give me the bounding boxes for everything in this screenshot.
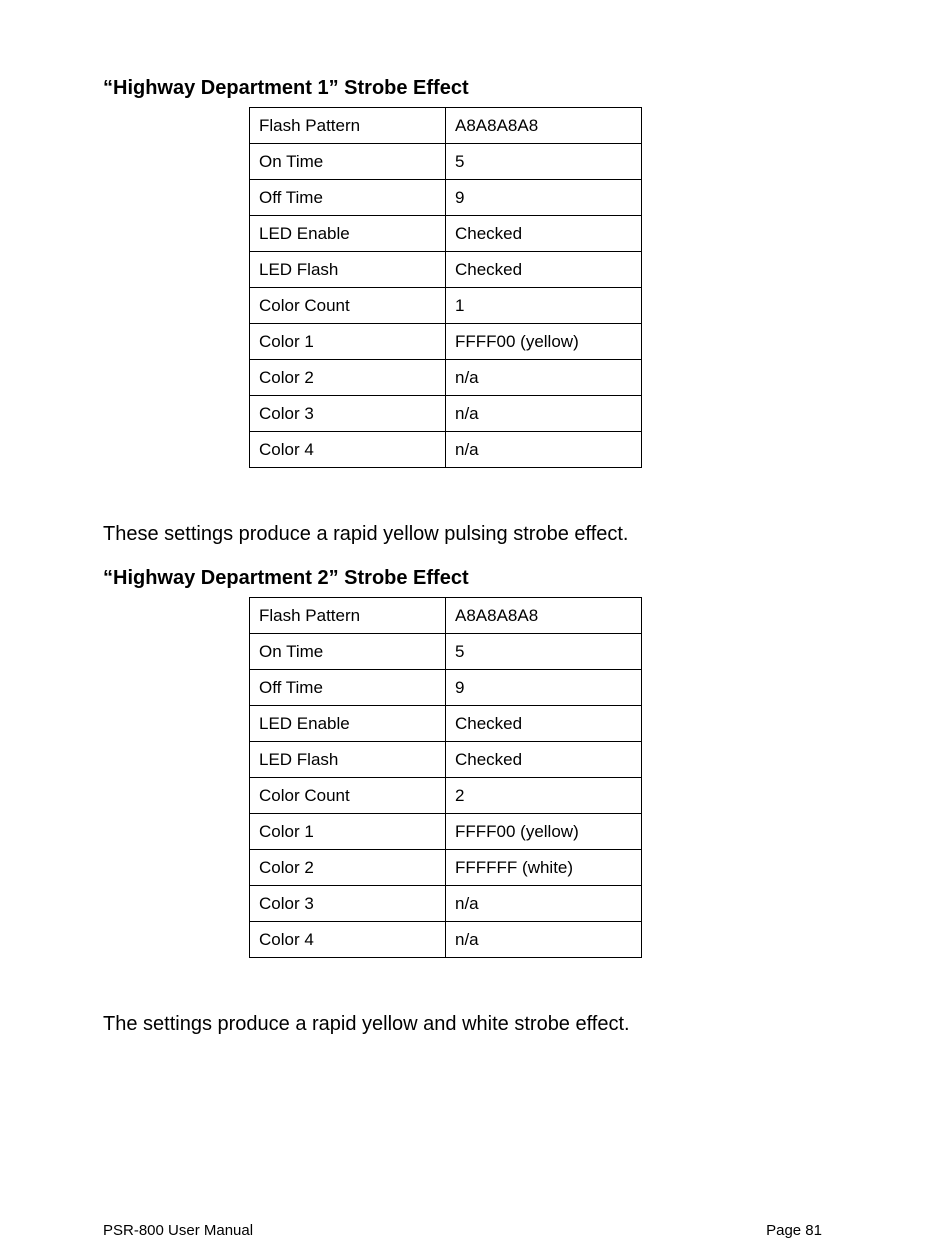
table-row [250,432,642,468]
setting-label: LED Enable [250,706,446,742]
footer-page-number: Page 81 [766,1222,822,1239]
setting-value: n/a [446,360,642,396]
strobe-settings-table-1 [249,107,642,468]
setting-value: FFFFFF (white) [446,850,642,886]
setting-label: Flash Pattern [250,598,446,634]
setting-value: A8A8A8A8 [446,108,642,144]
setting-label: On Time [250,634,446,670]
setting-value: n/a [446,922,642,958]
setting-label: On Time [250,144,446,180]
setting-label: Off Time [250,670,446,706]
setting-value: Checked [446,706,642,742]
table-row [250,670,642,706]
setting-label: Color 3 [250,396,446,432]
table-row [250,706,642,742]
footer-manual-title: PSR-800 User Manual [103,1222,254,1239]
table-row [250,850,642,886]
setting-label: Color 3 [250,886,446,922]
table-row [250,324,642,360]
table-row [250,814,642,850]
table-row [250,360,642,396]
setting-label: Color Count [250,778,446,814]
setting-label: Color 4 [250,922,446,958]
table-row [250,778,642,814]
table-row [250,922,642,958]
setting-label: Off Time [250,180,446,216]
setting-label: Color 2 [250,850,446,886]
setting-label: Color 1 [250,814,446,850]
table-row [250,886,642,922]
setting-label: LED Enable [250,216,446,252]
setting-value: Checked [446,252,642,288]
section-1-title: “Highway Department 1” Strobe Effect [103,77,469,99]
setting-value: Checked [446,742,642,778]
setting-value: n/a [446,432,642,468]
table-row [250,144,642,180]
setting-value: FFFF00 (yellow) [446,814,642,850]
setting-label: Color Count [250,288,446,324]
setting-value: Checked [446,216,642,252]
setting-label: Color 4 [250,432,446,468]
table-row [250,742,642,778]
table-row [250,252,642,288]
table-row [250,396,642,432]
setting-value: 9 [446,670,642,706]
setting-label: Flash Pattern [250,108,446,144]
setting-value: n/a [446,396,642,432]
setting-label: Color 2 [250,360,446,396]
table-row [250,216,642,252]
setting-value: n/a [446,886,642,922]
setting-value: 5 [446,144,642,180]
section-2-title: “Highway Department 2” Strobe Effect [103,567,469,589]
table-row [250,288,642,324]
setting-label: LED Flash [250,742,446,778]
table-row [250,180,642,216]
table-row [250,634,642,670]
section-2-description: The settings produce a rapid yellow and white strobe effect. [103,1013,630,1035]
setting-label: Color 1 [250,324,446,360]
setting-value: A8A8A8A8 [446,598,642,634]
setting-value: 9 [446,180,642,216]
setting-value: 1 [446,288,642,324]
setting-value: 2 [446,778,642,814]
strobe-settings-table-2 [249,597,642,958]
table-row [250,108,642,144]
setting-label: LED Flash [250,252,446,288]
section-1-description: These settings produce a rapid yellow pulsing strobe effect. [103,523,629,545]
setting-value: 5 [446,634,642,670]
setting-value: FFFF00 (yellow) [446,324,642,360]
table-row [250,598,642,634]
